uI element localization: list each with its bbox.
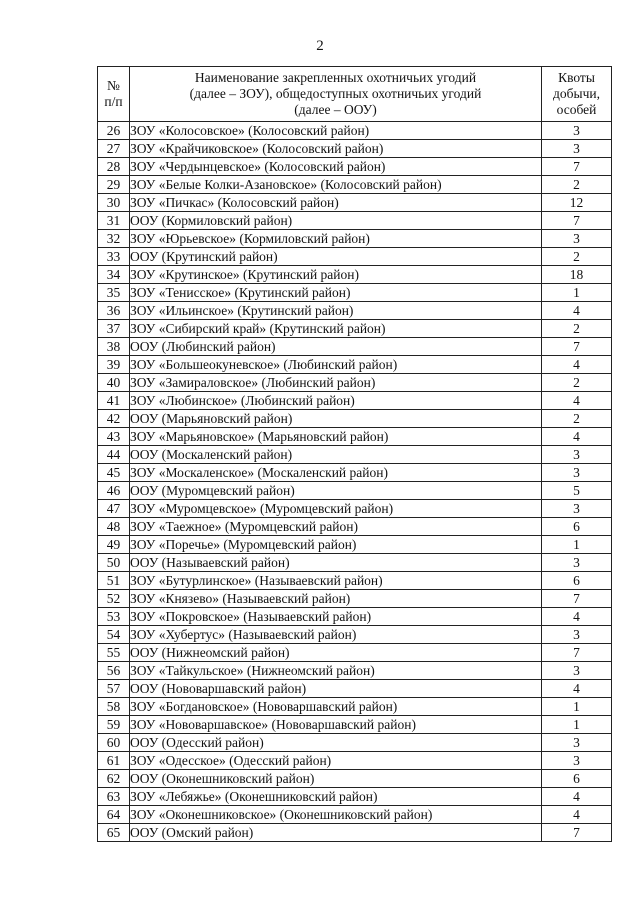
row-name: ООУ (Нововаршавский район): [130, 680, 542, 698]
row-number: 53: [98, 608, 130, 626]
table-row: [98, 518, 612, 536]
row-name: ЗОУ «Князево» (Называевский район): [130, 590, 542, 608]
row-quota: 4: [542, 608, 612, 626]
table-row: [98, 374, 612, 392]
table-row: [98, 590, 612, 608]
row-number: 28: [98, 158, 130, 176]
row-quota: 4: [542, 392, 612, 410]
row-name: ООУ (Называевский район): [130, 554, 542, 572]
row-number: 64: [98, 806, 130, 824]
row-quota: 4: [542, 428, 612, 446]
row-quota: 4: [542, 302, 612, 320]
row-quota: 3: [542, 752, 612, 770]
row-quota: 2: [542, 410, 612, 428]
table-row: [98, 428, 612, 446]
table-row: [98, 644, 612, 662]
row-name: ЗОУ «Богдановское» (Нововаршавский район): [130, 698, 542, 716]
row-name: ЗОУ «Юрьевское» (Кормиловский район): [130, 230, 542, 248]
table-row: [98, 464, 612, 482]
table-row: [98, 752, 612, 770]
row-quota: 1: [542, 284, 612, 302]
row-name: ЗОУ «Таежное» (Муромцевский район): [130, 518, 542, 536]
row-quota: 5: [542, 482, 612, 500]
table-header-row: [98, 67, 612, 122]
row-number: 30: [98, 194, 130, 212]
row-quota: 2: [542, 320, 612, 338]
row-name: ЗОУ «Сибирский край» (Крутинский район): [130, 320, 542, 338]
row-number: 60: [98, 734, 130, 752]
table-row: [98, 536, 612, 554]
header-quota-line1: Квоты: [558, 70, 595, 85]
row-quota: 3: [542, 662, 612, 680]
row-name: ЗОУ «Покровское» (Называевский район): [130, 608, 542, 626]
row-name: ЗОУ «Марьяновское» (Марьяновский район): [130, 428, 542, 446]
row-name: ООУ (Кормиловский район): [130, 212, 542, 230]
row-name: ЗОУ «Большеокуневское» (Любинский район): [130, 356, 542, 374]
row-number: 38: [98, 338, 130, 356]
row-number: 34: [98, 266, 130, 284]
header-quota-line2: добычи,: [553, 86, 600, 101]
row-name: ООУ (Марьяновский район): [130, 410, 542, 428]
row-number: 29: [98, 176, 130, 194]
table-row: [98, 266, 612, 284]
row-quota: 3: [542, 140, 612, 158]
table-row: [98, 806, 612, 824]
row-name: ЗОУ «Крутинское» (Крутинский район): [130, 266, 542, 284]
row-number: 57: [98, 680, 130, 698]
row-name: ЗОУ «Тенисское» (Крутинский район): [130, 284, 542, 302]
row-number: 26: [98, 122, 130, 140]
header-number-line2: п/п: [104, 94, 123, 109]
header-name-line1: Наименование закрепленных охотничьих угодий: [194, 70, 477, 85]
row-name: ООУ (Нижнеомский район): [130, 644, 542, 662]
page-number: 2: [316, 38, 324, 54]
row-name: ЗОУ «Поречье» (Муромцевский район): [130, 536, 542, 554]
row-quota: 3: [542, 500, 612, 518]
header-number-line1: №: [107, 78, 120, 93]
row-name: ЗОУ «Пичкас» (Колосовский район): [130, 194, 542, 212]
row-name: ООУ (Москаленский район): [130, 446, 542, 464]
row-number: 39: [98, 356, 130, 374]
row-number: 47: [98, 500, 130, 518]
row-quota: 1: [542, 698, 612, 716]
row-name: ЗОУ «Колосовское» (Колосовский район): [130, 122, 542, 140]
table-row: [98, 410, 612, 428]
hunting-quota-table: [97, 66, 612, 842]
table-body: [98, 122, 612, 842]
row-number: 31: [98, 212, 130, 230]
table-row: [98, 698, 612, 716]
row-quota: 6: [542, 518, 612, 536]
row-number: 49: [98, 536, 130, 554]
row-quota: 7: [542, 158, 612, 176]
row-name: ЗОУ «Чердынцевское» (Колосовский район): [130, 158, 542, 176]
table-row: [98, 716, 612, 734]
row-name: ЗОУ «Хубертус» (Называевский район): [130, 626, 542, 644]
table-row: [98, 608, 612, 626]
row-quota: 7: [542, 338, 612, 356]
table-row: [98, 824, 612, 842]
row-number: 50: [98, 554, 130, 572]
row-quota: 3: [542, 626, 612, 644]
row-name: ООУ (Одесский район): [130, 734, 542, 752]
row-number: 65: [98, 824, 130, 842]
row-number: 55: [98, 644, 130, 662]
row-number: 46: [98, 482, 130, 500]
row-number: 27: [98, 140, 130, 158]
row-number: 59: [98, 716, 130, 734]
row-number: 33: [98, 248, 130, 266]
row-quota: 4: [542, 356, 612, 374]
row-number: 40: [98, 374, 130, 392]
row-quota: 3: [542, 554, 612, 572]
row-quota: 3: [542, 122, 612, 140]
row-quota: 3: [542, 734, 612, 752]
row-name: ЗОУ «Одесское» (Одесский район): [130, 752, 542, 770]
row-quota: 1: [542, 716, 612, 734]
row-number: 63: [98, 788, 130, 806]
row-quota: 4: [542, 806, 612, 824]
table-row: [98, 248, 612, 266]
header-number: [98, 67, 130, 122]
row-name: ООУ (Крутинский район): [130, 248, 542, 266]
row-quota: 3: [542, 230, 612, 248]
row-name: ООУ (Любинский район): [130, 338, 542, 356]
table-row: [98, 482, 612, 500]
row-number: 54: [98, 626, 130, 644]
table-row: [98, 302, 612, 320]
table-row: [98, 788, 612, 806]
row-quota: 7: [542, 824, 612, 842]
table-row: [98, 194, 612, 212]
table-row: [98, 572, 612, 590]
row-number: 62: [98, 770, 130, 788]
row-number: 43: [98, 428, 130, 446]
table-row: [98, 500, 612, 518]
table-row: [98, 662, 612, 680]
header-name-line3: (далее – ООУ): [294, 102, 377, 117]
row-name: ЗОУ «Белые Колки-Азановское» (Колосовский район): [130, 176, 542, 194]
header-name-line2: (далее – ЗОУ), общедоступных охотничьих угодий: [189, 86, 482, 101]
table-row: [98, 338, 612, 356]
row-quota: 3: [542, 446, 612, 464]
row-name: ЗОУ «Замираловское» (Любинский район): [130, 374, 542, 392]
row-number: 58: [98, 698, 130, 716]
table-row: [98, 284, 612, 302]
row-quota: 12: [542, 194, 612, 212]
row-quota: 6: [542, 572, 612, 590]
row-name: ЗОУ «Крайчиковское» (Колосовский район): [130, 140, 542, 158]
row-name: ЗОУ «Бутурлинское» (Называевский район): [130, 572, 542, 590]
row-name: ЗОУ «Москаленское» (Москаленский район): [130, 464, 542, 482]
row-quota: 1: [542, 536, 612, 554]
header-quota-line3: особей: [556, 102, 597, 117]
row-number: 61: [98, 752, 130, 770]
row-quota: 7: [542, 212, 612, 230]
row-quota: 4: [542, 788, 612, 806]
table-row: [98, 626, 612, 644]
row-name: ЗОУ «Ильинское» (Крутинский район): [130, 302, 542, 320]
row-number: 36: [98, 302, 130, 320]
table-row: [98, 446, 612, 464]
table-row: [98, 770, 612, 788]
row-number: 32: [98, 230, 130, 248]
row-quota: 7: [542, 590, 612, 608]
row-number: 52: [98, 590, 130, 608]
row-quota: 2: [542, 176, 612, 194]
row-number: 44: [98, 446, 130, 464]
table-row: [98, 158, 612, 176]
table-row: [98, 554, 612, 572]
row-name: ООУ (Омский район): [130, 824, 542, 842]
table-row: [98, 356, 612, 374]
row-name: ЗОУ «Лебяжье» (Оконешниковский район): [130, 788, 542, 806]
row-name: ЗОУ «Любинское» (Любинский район): [130, 392, 542, 410]
row-quota: 6: [542, 770, 612, 788]
row-number: 41: [98, 392, 130, 410]
header-name: [130, 67, 542, 122]
row-number: 48: [98, 518, 130, 536]
row-name: ЗОУ «Муромцевское» (Муромцевский район): [130, 500, 542, 518]
row-quota: 18: [542, 266, 612, 284]
table-row: [98, 680, 612, 698]
row-quota: 7: [542, 644, 612, 662]
table-row: [98, 734, 612, 752]
row-name: ЗОУ «Нововаршавское» (Нововаршавский район): [130, 716, 542, 734]
table-row: [98, 176, 612, 194]
row-name: ООУ (Оконешниковский район): [130, 770, 542, 788]
row-number: 56: [98, 662, 130, 680]
row-number: 45: [98, 464, 130, 482]
row-quota: 2: [542, 248, 612, 266]
table-row: [98, 320, 612, 338]
row-number: 42: [98, 410, 130, 428]
row-quota: 4: [542, 680, 612, 698]
header-quota: [542, 67, 612, 122]
row-quota: 3: [542, 464, 612, 482]
table-row: [98, 230, 612, 248]
row-number: 37: [98, 320, 130, 338]
table-row: [98, 392, 612, 410]
table-row: [98, 122, 612, 140]
row-quota: 2: [542, 374, 612, 392]
row-name: ЗОУ «Тайкульское» (Нижнеомский район): [130, 662, 542, 680]
table-row: [98, 140, 612, 158]
row-number: 51: [98, 572, 130, 590]
row-name: ООУ (Муромцевский район): [130, 482, 542, 500]
row-number: 35: [98, 284, 130, 302]
table-row: [98, 212, 612, 230]
row-name: ЗОУ «Оконешниковское» (Оконешниковский район): [130, 806, 542, 824]
